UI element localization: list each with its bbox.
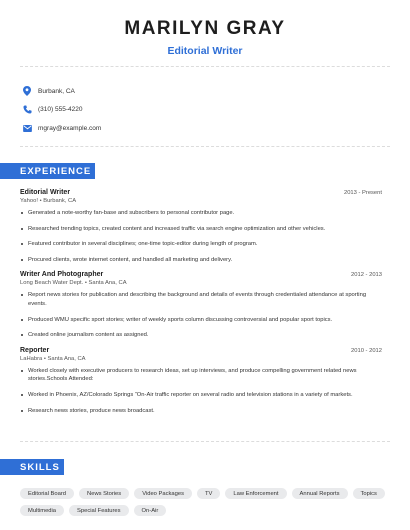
candidate-name: MARILYN GRAY [124,18,286,39]
skills-list [20,488,390,516]
job-dates: 2010 - 2012 [351,347,382,354]
job-bullets [20,367,382,415]
contact-email-text: mgray@example.com [38,124,102,132]
contact-phone-text: (310) 555-4220 [38,106,83,113]
job-meta: Long Beach Water Dept. • Santa Ana, CA [20,280,127,287]
job-entry [20,271,382,339]
skill-chip: Law Enforcement [225,488,286,499]
section-heading-experience: EXPERIENCE [0,163,95,179]
job-bullets [20,209,382,264]
job-bullet: Produced WMU specific sport stories; writer of weekly sports column discussing controversial and popular sport topics. [20,316,382,325]
job-bullet: Report news stories for publication and describing the background and details of events through credentialed attendance at sporting events. [20,291,382,308]
job-bullet: Procured clients, wrote internet content, and handled all marketing and delivery. [20,256,382,265]
job-location: Burbank, CA [43,198,77,204]
contact-location-text: Burbank, CA [38,87,75,95]
job-bullets [20,291,382,339]
divider [20,441,390,442]
skill-chip: TV [197,488,220,499]
skill-chip: Video Packages [134,488,192,499]
job-bullet: Worked in Phoenix, AZ/Colorado Springs “On-Air traffic reporter on several radio and television stations in a variety of markets. [20,391,382,400]
resume-header [0,0,410,57]
job-bullet: Worked closely with executive producers to research ideas, set up interviews, and produce compelling government related news stories.Schools Attended: [20,367,382,384]
contact-phone [22,101,101,119]
job-entry [20,189,382,264]
job-company: Long Beach Water Dept. [20,280,84,287]
divider [20,146,390,147]
job-meta: Yahoo! • Burbank, CA [20,198,77,204]
job-company: LaHabra [20,355,43,362]
job-title: Writer And Photographer [20,271,104,279]
candidate-title: Editorial Writer [167,45,243,57]
section-heading-skills: SKILLS [0,459,64,475]
job-location: Santa Ana, CA [47,355,86,362]
job-bullet: Generated a note-worthy fan-base and subscribers to personal contributor page. [20,209,382,218]
contact-list [22,82,101,138]
skill-chip: Multimedia [20,505,64,516]
job-company: Yahoo! [20,198,38,204]
job-bullet: Created online journalism content as assigned. [20,331,382,340]
job-bullet: Research news stories, produce news broadcast. [20,407,382,416]
skill-chip: Topics [353,488,385,499]
skill-chip: Special Features [69,505,129,516]
job-dates: 2013 - Present [343,190,382,196]
job-bullet: Researched trending topics, created content and increased traffic via search engine optimization and other vehicles. [20,225,382,234]
job-bullet: Featured contributor in several disciplines; one-time topic-editor during length of program. [20,240,382,249]
skill-chip: On-Air [134,505,167,516]
skill-chip: Annual Reports [292,488,348,499]
skill-chip: News Stories [79,488,129,499]
contact-location [22,82,101,100]
job-title: Editorial Writer [20,189,71,196]
skill-chip: Editorial Board [20,488,74,499]
job-dates: 2012 - 2013 [351,272,382,279]
job-meta: LaHabra • Santa Ana, CA [20,355,86,362]
contact-email [22,119,101,137]
phone-icon [22,105,32,115]
experience-section [20,189,382,422]
email-icon [22,123,32,133]
job-title: Reporter [20,346,50,354]
divider [20,66,390,67]
location-pin-icon [22,86,32,96]
job-entry [20,347,382,415]
job-location: Santa Ana, CA [88,280,127,287]
